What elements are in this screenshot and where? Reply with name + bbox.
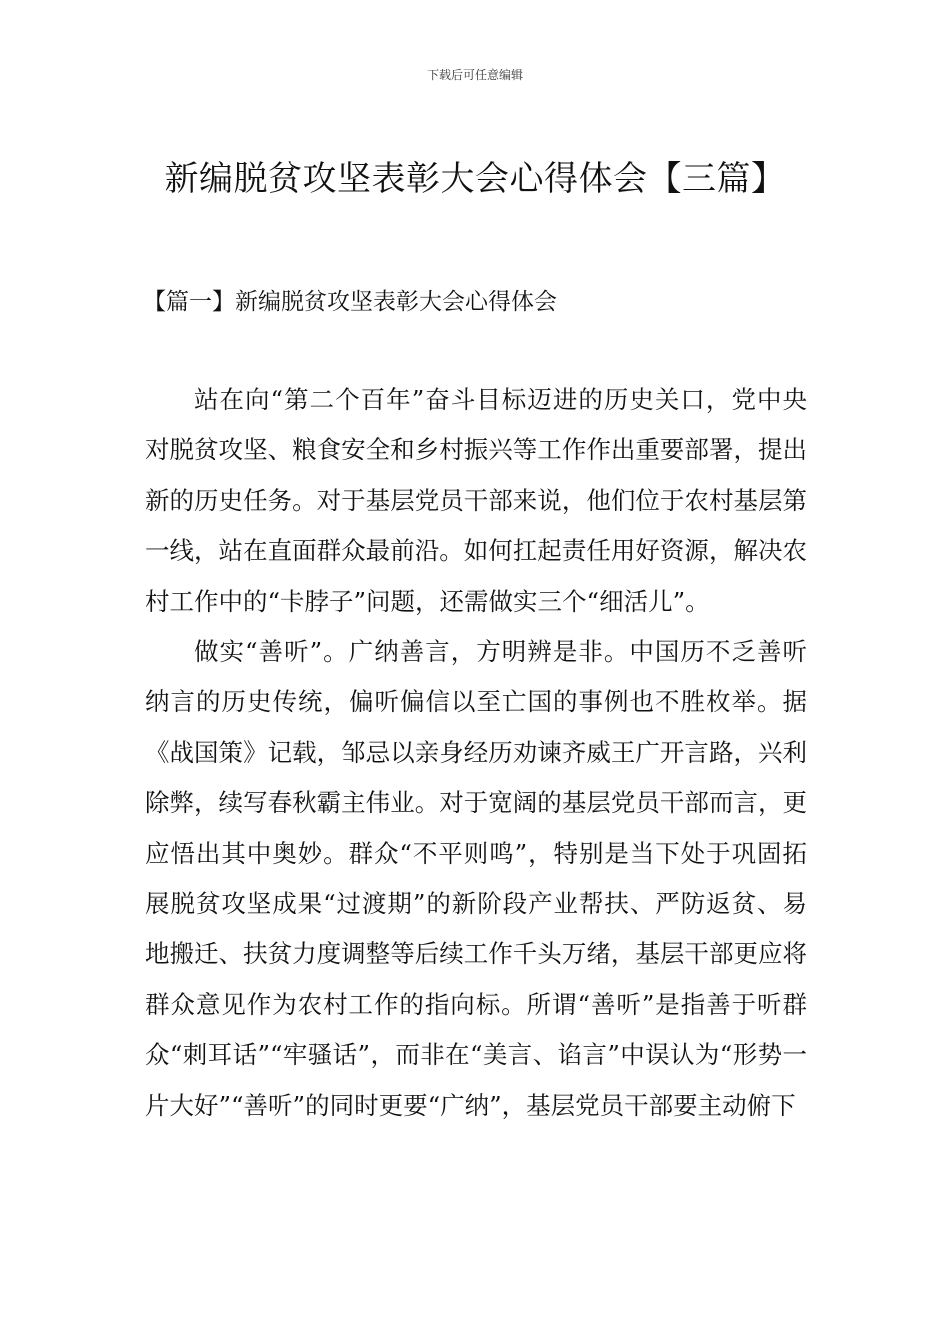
document-title: 新编脱贫攻坚表彰大会心得体会【三篇】 xyxy=(164,158,786,199)
paragraph-2: 做实“善听”。广纳善言，方明辨是非。中国历不乏善听纳言的历史传统，偏听偏信以至亡国的事例也不胜枚举。据《战国策》记载，邹忌以亲身经历劝谏齐威王广开言路，兴利除弊，续写春秋霸主伟业。对于宽阔的基层党员干部而言，更应悟出其中奥妙。群众“不平则鸣”，特别是当下处于巩固拓展脱贫攻坚成果“过渡期”的新阶段产业帮扶、严防返贫、易地搬迁、扶贫力度调整等后续工作千头万绪，基层干部更应将群众意见作为农村工作的指向标。所谓“善听”是指善于听群众“刺耳话”“牢骚话”，而非在“美言、谄言”中误认为“形势一片大好”“善听”的同时更要“广纳”，基层党员干部要主动俯下 xyxy=(145,637,807,1120)
section-heading: 【篇一】新编脱贫攻坚表彰大会心得体会 xyxy=(143,289,557,315)
header-note: 下载后可任意编辑 xyxy=(426,68,523,82)
document-body xyxy=(145,375,807,1131)
paragraph-1: 站在向“第二个百年”奋斗目标迈进的历史关口，党中央对脱贫攻坚、粮食安全和乡村振兴等工作作出重要部署，提出新的历史任务。对于基层党员干部来说，他们位于农村基层第一线，站在直面群众最前沿。如何扛起责任用好资源，解决农村工作中的“卡脖子”问题，还需做实三个“细活儿”。 xyxy=(145,385,807,616)
